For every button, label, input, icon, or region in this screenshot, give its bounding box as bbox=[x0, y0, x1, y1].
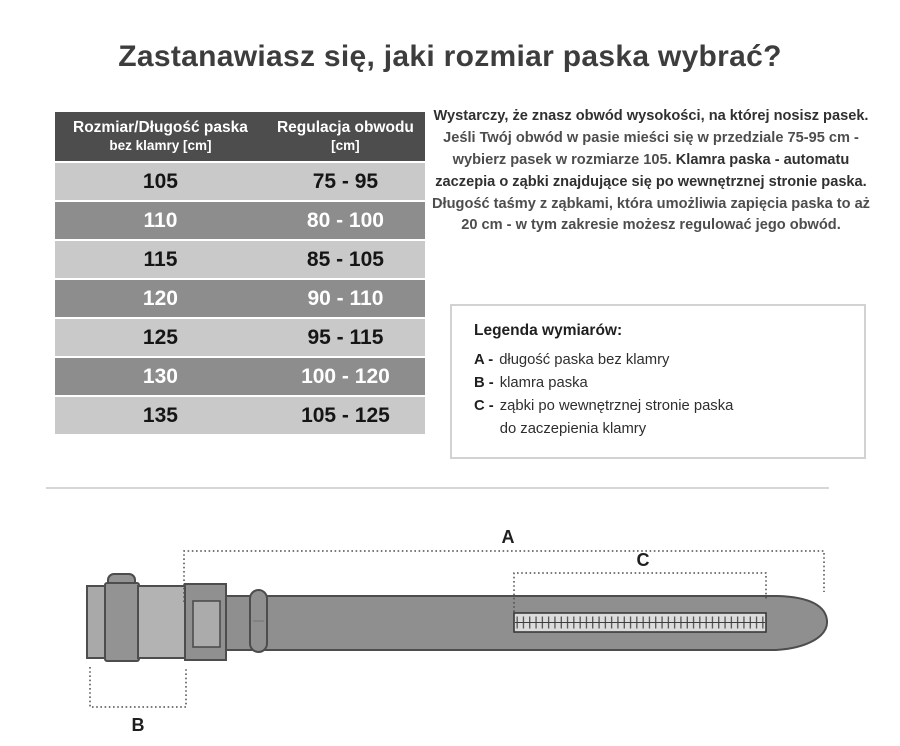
table-row bbox=[55, 241, 425, 278]
range-cell: 75 - 95 bbox=[312, 169, 379, 193]
table-row bbox=[55, 163, 425, 200]
range-cell: 85 - 105 bbox=[306, 247, 384, 271]
range-cell: 90 - 110 bbox=[307, 286, 384, 310]
table-row bbox=[55, 358, 425, 395]
header-col-range-line1: Regulacja obwodu bbox=[276, 119, 414, 137]
buckle-body bbox=[138, 586, 186, 658]
legend-item-b bbox=[474, 372, 848, 395]
dimension-b-bracket bbox=[90, 667, 186, 707]
header-col-size-line2: bez klamry [cm] bbox=[109, 137, 212, 153]
description-text bbox=[430, 106, 872, 237]
belt-diagram bbox=[0, 490, 900, 746]
header-col-range-line2: [cm] bbox=[331, 137, 360, 153]
legend-title: Legenda wymiarów: bbox=[474, 322, 623, 339]
range-cell: 100 - 120 bbox=[301, 364, 390, 388]
size-cell: 135 bbox=[142, 403, 178, 427]
header-col-range bbox=[266, 118, 425, 154]
size-cell: 125 bbox=[142, 325, 178, 349]
size-cell: 110 bbox=[143, 208, 178, 232]
section-divider bbox=[46, 487, 829, 489]
table-row bbox=[55, 397, 425, 434]
page-title: Zastanawiasz się, jaki rozmiar paska wybrać? bbox=[118, 40, 782, 73]
range-cell: 80 - 100 bbox=[306, 208, 384, 232]
legend-item-c bbox=[474, 395, 848, 441]
belt-buckle bbox=[87, 574, 226, 661]
table-row bbox=[55, 280, 425, 317]
belt-loop bbox=[250, 590, 267, 652]
description-seg3: Klamra paska - automatu zaczepia o ząbki znajdujące się po wewnętrznej stronie paska. bbox=[435, 151, 867, 190]
buckle-clasp bbox=[105, 583, 139, 661]
legend-item-a bbox=[474, 349, 848, 372]
description-seg2: Jeśli Twój obwód w pasie mieści się w przedziale 75-95 cm - wybierz pasek w rozmiarze 105. bbox=[443, 129, 859, 168]
legend-item-b-letter: B - bbox=[474, 374, 494, 391]
dimension-c-label: C bbox=[636, 550, 650, 570]
size-cell: 105 bbox=[142, 169, 178, 193]
size-cell: 115 bbox=[143, 247, 178, 271]
legend-item-c-text: ząbki po wewnętrznej stronie paska bbox=[499, 397, 734, 414]
teeth-strip bbox=[514, 613, 766, 632]
description-seg4: Długość taśmy z ząbkami, która umożliwia zapięcia paska to aż 20 cm - w tym zakresie możesz regulować jego obwód. bbox=[432, 195, 870, 234]
size-cell: 130 bbox=[142, 364, 178, 388]
table-row bbox=[55, 202, 425, 239]
table-header bbox=[55, 112, 425, 161]
description-seg1: Wystarczy, że znasz obwód wysokości, na której nosisz pasek. bbox=[433, 108, 869, 124]
range-cell: 105 - 125 bbox=[301, 403, 390, 427]
table-row bbox=[55, 319, 425, 356]
dimension-a-bracket bbox=[184, 551, 824, 602]
legend-box bbox=[450, 304, 866, 459]
size-cell: 120 bbox=[142, 286, 178, 310]
legend-item-a-letter: A - bbox=[474, 352, 494, 368]
buckle-window bbox=[193, 601, 220, 647]
dimension-b-label: B bbox=[131, 715, 145, 735]
legend-item-a-text: długość paska bez klamry bbox=[499, 352, 670, 368]
header-col-size-line1: Rozmiar/Długość paska bbox=[73, 119, 248, 137]
legend-item-c-letter: C - bbox=[474, 397, 494, 414]
header-col-size bbox=[55, 118, 266, 154]
size-table bbox=[55, 112, 425, 434]
legend-item-b-text: klamra paska bbox=[499, 374, 588, 391]
legend-item-c-text2: do zaczepienia klamry bbox=[499, 420, 647, 437]
dimension-a-label: A bbox=[501, 527, 515, 547]
range-cell: 95 - 115 bbox=[307, 325, 384, 349]
